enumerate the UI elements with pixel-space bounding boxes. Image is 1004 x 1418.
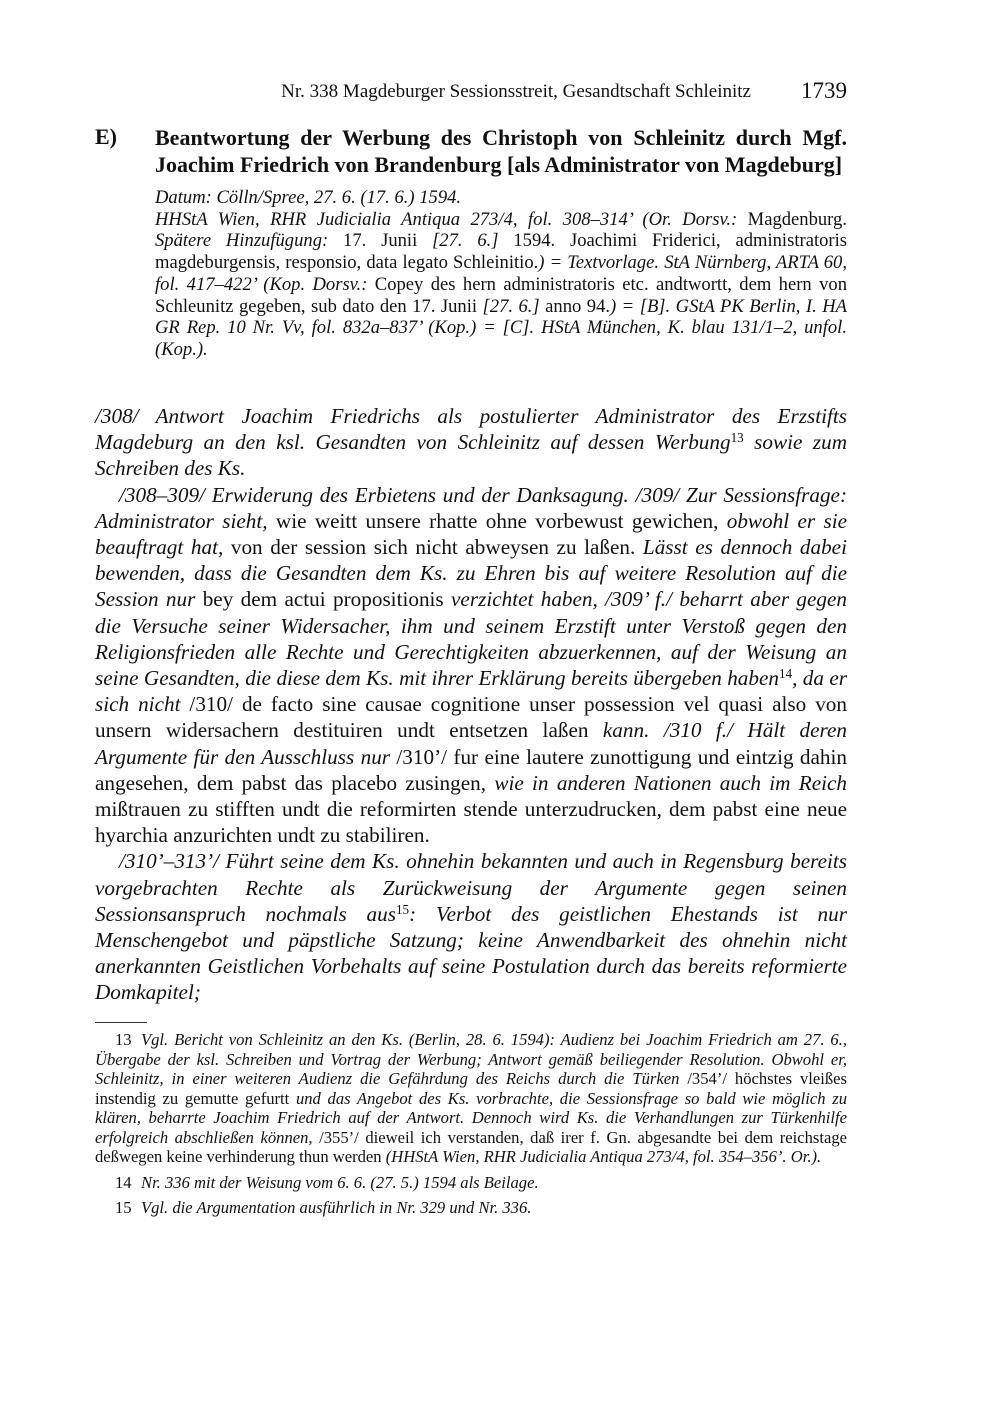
text-segment: wie in anderen Nationen auch im Reich xyxy=(494,770,847,795)
source-segment: [27. 6.] xyxy=(482,295,540,317)
text-segment: bey dem actui propositionis xyxy=(195,587,452,612)
text-segment: (HHStA Wien, RHR Judicialia Antiqua 273/4, fol. 354–356’. Or.). xyxy=(385,1147,822,1166)
text-segment: und das Angebot des Ks. vorbrachte, die Sessionsfrage so bald wie möglich zu klären, beharrte Joachim Friedrich auf der Antwort. Dennoch wird Ks. die Verhandlungen zur Türkenhilfe erfolgreich abschließen können, xyxy=(95,1088,847,1147)
source-segment: anno 94. xyxy=(539,295,611,317)
running-title: Nr. 338 Magdeburger Sessionsstreit, Gesandtschaft Schleinitz xyxy=(281,81,751,102)
text-segment: /310’/ fur eine lautere zunottigung und eintzig dahin angesehen, dem pabst das placebo zusingen, xyxy=(95,744,848,795)
text-segment: sowie zum Schreiben des Ks. xyxy=(95,430,847,481)
paragraph-1 xyxy=(95,403,847,482)
section-title: Beantwortung der Werbung des Christoph von Schleinitz durch Mgf. Joachim Friedrich von Brandenburg [als Administrator von Magdeburg] xyxy=(155,125,847,177)
source-note xyxy=(155,209,847,361)
footnote-number: 13 xyxy=(115,1030,132,1049)
document-header xyxy=(95,124,847,361)
text-segment: obwohl er sie beauftragt hat, xyxy=(95,508,847,560)
footnote-13 xyxy=(95,1030,847,1167)
source-segment: 17. Junii xyxy=(328,230,433,252)
source-segment: Copey des hern administratoris etc. andtwortt, dem hern von Schleunitz gegeben, sub dato den 17. Junii xyxy=(155,273,847,317)
text-segment: wie weitt unsere rhatte ohne vorbewust gewichen, xyxy=(267,508,727,533)
text-segment: Vgl. die Argumentation ausführlich in Nr. 329 und Nr. 336. xyxy=(141,1198,532,1217)
footnote-15 xyxy=(95,1198,847,1218)
source-segment: ) = [B]. GStA PK Berlin, I. HA GR Rep. 10 Nr. Vv, fol. 832a–837’ (Kop.) = [C]. HStA München, K. blau 131/1–2, unfol. (Kop.). xyxy=(155,295,847,360)
source-segment: Spätere Hinzufügung: xyxy=(155,230,329,252)
source-segment: ) = Textvorlage. StA Nürnberg, ARTA 60, fol. 417–422’ (Kop. Dorsv.: xyxy=(155,252,847,295)
section-label: E) xyxy=(95,124,117,149)
text-segment: kann. /310 f./ Hält deren Argumente für den Ausschluss nur xyxy=(95,718,847,769)
footnotes xyxy=(95,1030,847,1224)
footnote-14 xyxy=(95,1173,847,1193)
text-segment: , da er sich nicht xyxy=(95,666,847,717)
text-segment: von der session sich nicht abweysen zu laßen. xyxy=(223,535,643,560)
paragraph-2 xyxy=(95,482,847,849)
text-segment: Nr. 336 mit der Weisung vom 6. 6. (27. 5.) 1594 als Beilage. xyxy=(141,1172,539,1192)
document-date: Datum: Cölln/Spree, 27. 6. (17. 6.) 1594. xyxy=(155,187,462,208)
footnote-ref-15[interactable]: 15 xyxy=(395,901,410,917)
source-segment: HHStA Wien, RHR Judicialia Antiqua 273/4, fol. 308–314’ (Or. Dorsv.: xyxy=(155,208,738,230)
text-segment: /308–309/ Erwiderung des Erbietens und der Danksagung. /309/ Zur Sessionsfrage: Administrator sieht, xyxy=(95,482,847,533)
text-segment: /310’–313’/ Führt seine dem Ks. ohnehin bekannten und auch in Regensburg bereits vorgebrachten Rechte als Zurückweisung der Argumente gegen seinen Sessionsanspruch nochmals aus xyxy=(95,849,847,926)
source-segment: [27. 6.] xyxy=(432,230,499,252)
document-meta xyxy=(155,187,847,361)
footnote-number: 15 xyxy=(115,1198,132,1217)
footnote-number: 14 xyxy=(115,1172,132,1192)
footnote-ref-14[interactable]: 14 xyxy=(778,665,793,681)
text-segment: Lässt es dennoch dabei bewenden, dass die Gesandten dem Ks. zu Ehren bis auf weitere Resolution auf die Session nur xyxy=(95,535,847,612)
text-segment: /310/ de facto sine causae cognitione unser possession vel quasi also von unsern widersachern destituiren undt entsetzen laßen xyxy=(95,692,847,743)
text-segment: verzichtet haben, /309’ f./ beharrt aber gegen die Versuche seiner Widersacher, ihm und seinem Erzstift unter Verstoß gegen den Religionsfrieden alle Rechte und Gerechtigkeiten abzuerkennen, auf der Weisung an seine Gesandten, die diese dem Ks. mit ihrer Erklärung bereits übergeben haben xyxy=(95,587,848,691)
footnote-divider xyxy=(95,1022,147,1023)
text-segment: : Verbot des geistlichen Ehestands ist nur Menschengebot und päpstliche Satzung; keine Anwendbarkeit des ohnehin nicht anerkannten Geistlichen Vorbehalts auf seine Postulation durch das bereits reformierte Domkapitel; xyxy=(95,901,847,1005)
running-header xyxy=(95,78,847,108)
text-segment: Vgl. Bericht von Schleinitz an den Ks. (Berlin, 28. 6. 1594): Audienz bei Joachim Friedrich am 27. 6., Übergabe der ksl. Schreiben und Vortrag der Werbung; Antwort gemäß beiliegender Resolution. Obwohl er, Schleinitz, in einer weiteren Audienz die Gefährdung des Reichs durch die Türken xyxy=(95,1030,847,1088)
source-segment: Magdenburg. xyxy=(737,208,847,230)
text-segment: /355’/ dieweil ich verstanden, daß irer f. Gn. abgesandte bei dem reichstage deßwegen keine verhinderung thun werden xyxy=(95,1127,847,1166)
paragraph-3 xyxy=(95,848,847,1005)
page-number: 1739 xyxy=(801,78,847,103)
text-segment: /354’/ höchstes vleißes instendig zu gemutte gefurtt xyxy=(95,1069,848,1108)
text-segment: mißtrauen zu stifften undt die reformirten stende unterzudrucken, dem pabst eine neue hyarchia anzurichten undt zu stabiliren. xyxy=(95,797,847,848)
body-text xyxy=(95,403,847,1006)
source-segment: 1594. Joachimi Friderici, administratoris magdeburgensis, responsio, data legato Schleinitio. xyxy=(155,230,847,274)
footnote-ref-13[interactable]: 13 xyxy=(730,429,744,445)
text-segment: /308/ Antwort Joachim Friedrichs als postulierter Administrator des Erzstifts Magdeburg an den ksl. Gesandten von Schleinitz auf dessen Werbung xyxy=(95,404,847,455)
